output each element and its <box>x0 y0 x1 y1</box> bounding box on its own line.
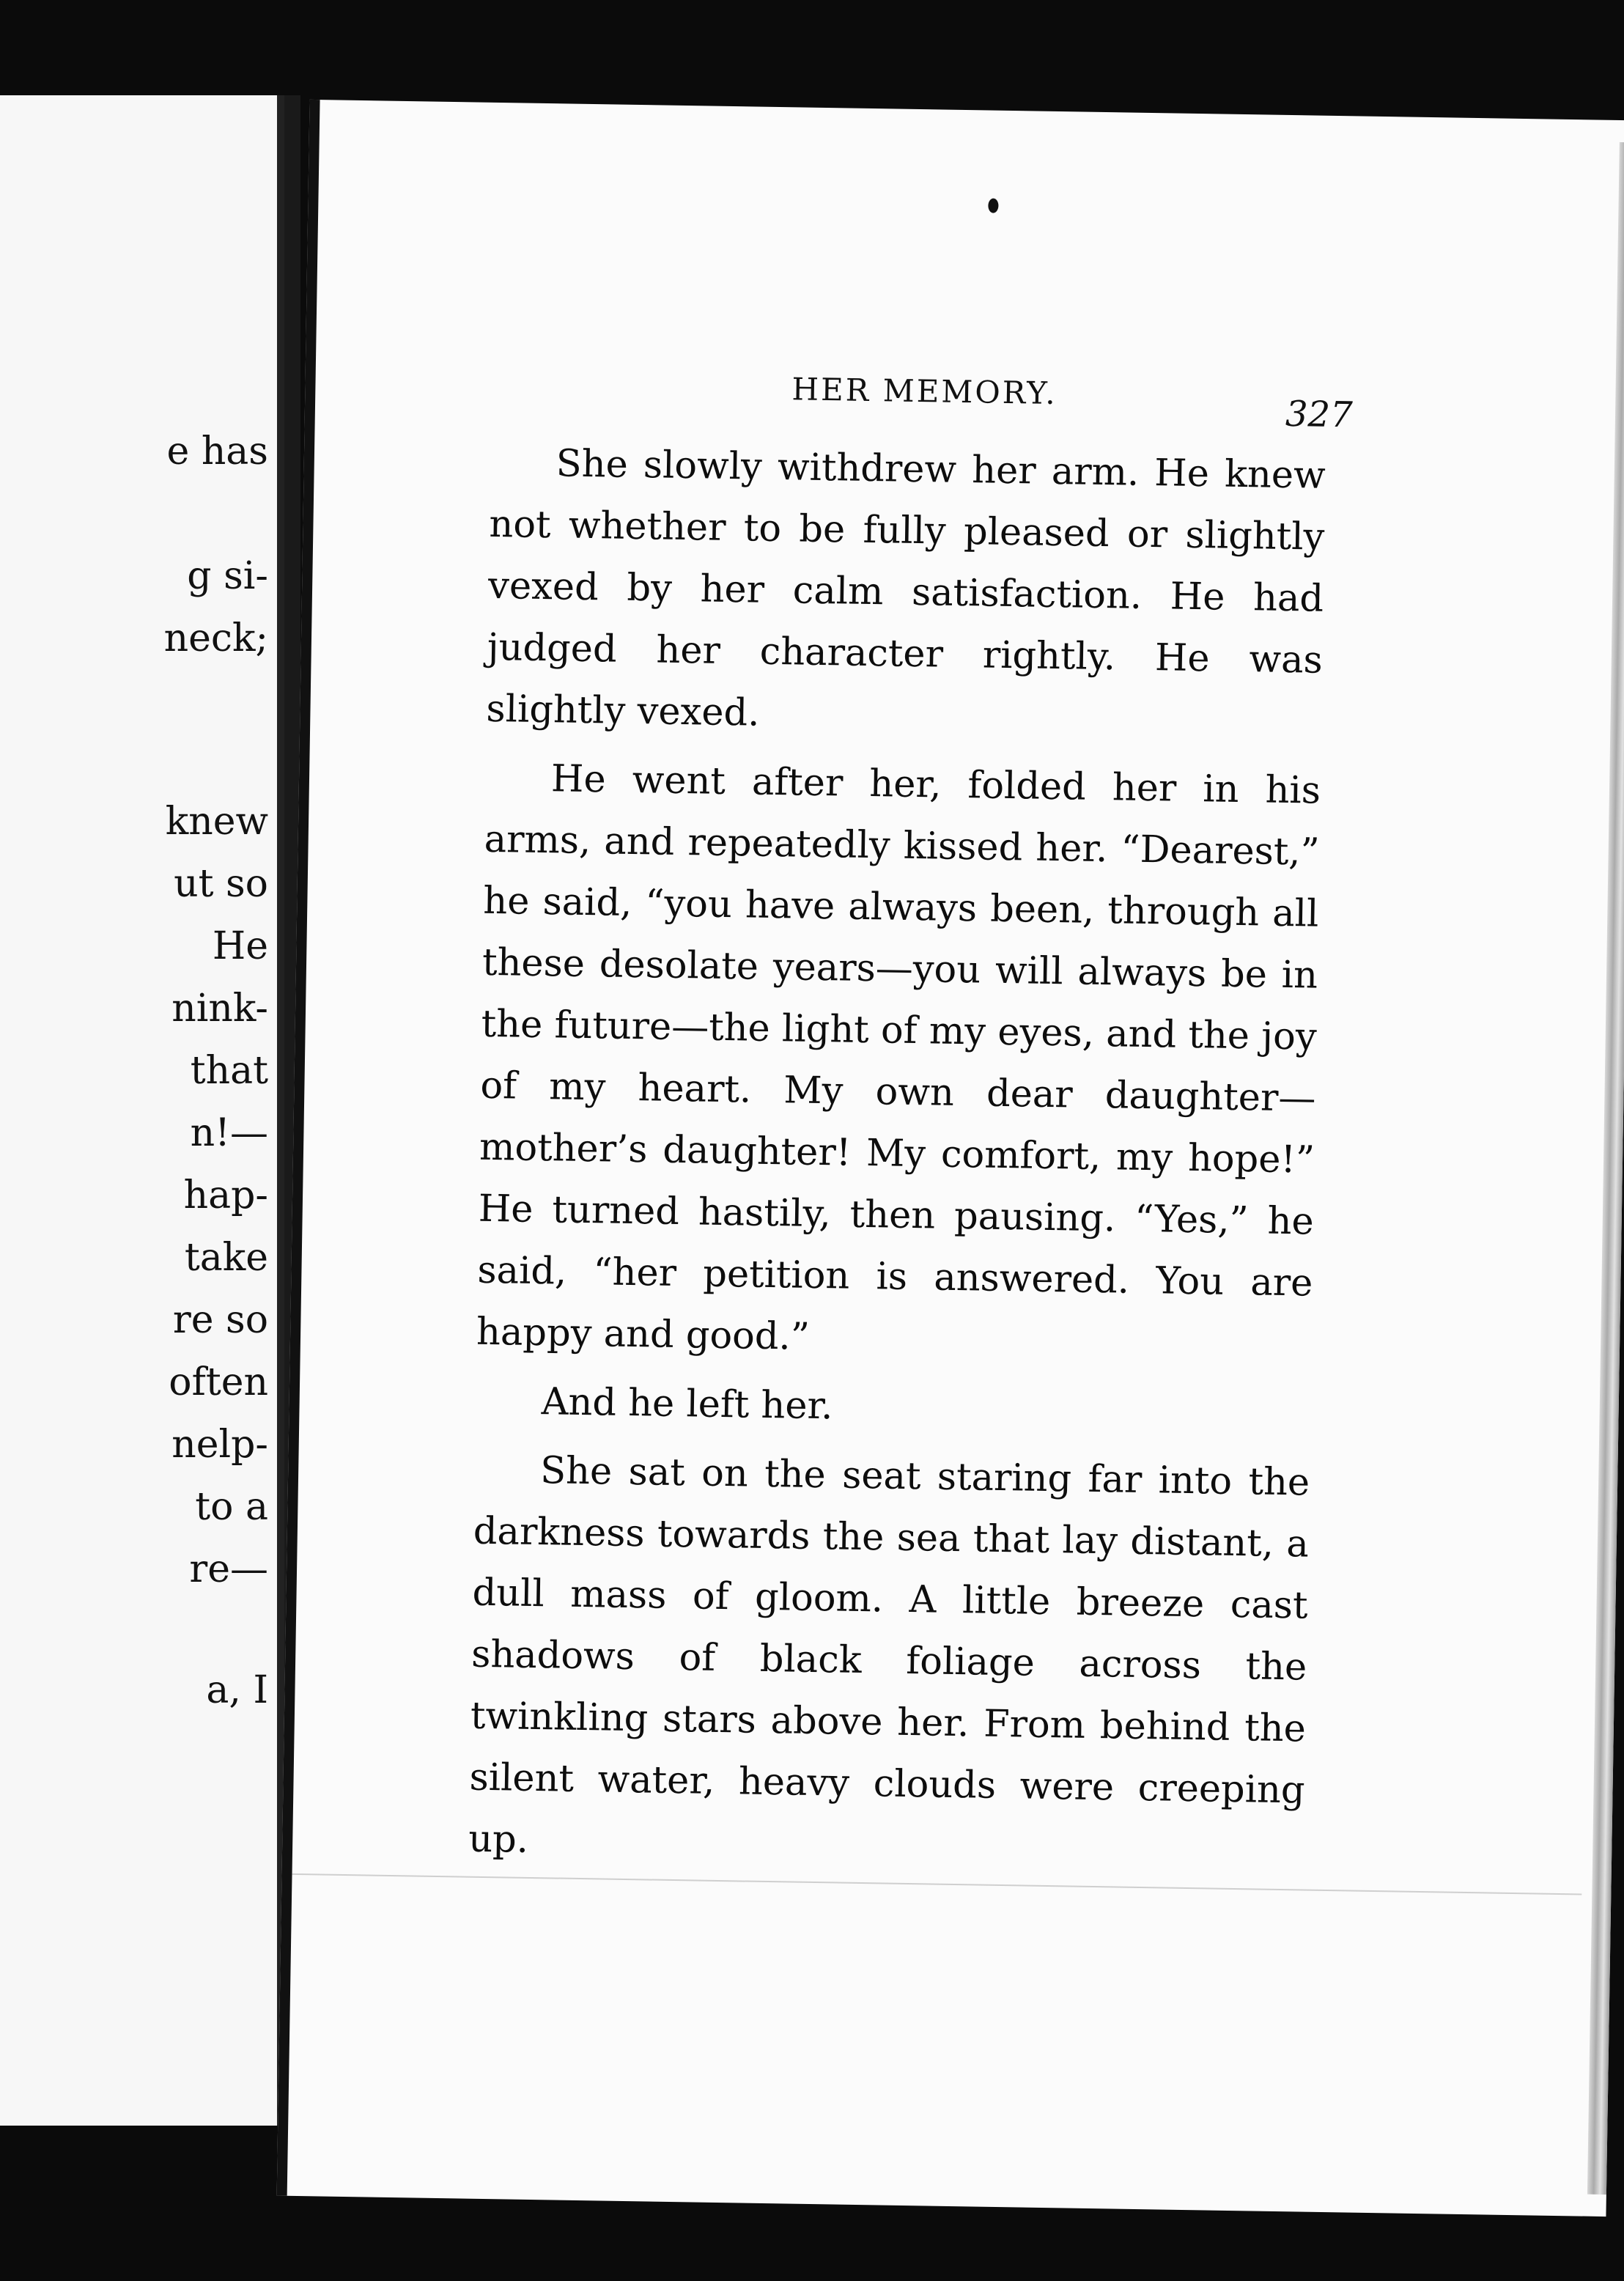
left-line-fragment: He <box>212 924 268 968</box>
left-line-fragment: neck; <box>163 616 268 660</box>
left-line-fragment: nelp- <box>171 1423 268 1467</box>
left-line-fragment: that <box>190 1049 268 1093</box>
left-line-fragment: nink- <box>171 987 268 1031</box>
left-line-fragment: take <box>184 1236 268 1280</box>
left-line-fragment: a, I <box>206 1668 268 1712</box>
left-line-fragment: ut so <box>174 862 268 906</box>
left-line-fragment: g si- <box>187 554 268 598</box>
left-line-fragment: hap- <box>183 1173 268 1217</box>
right-page <box>277 100 1624 2216</box>
paragraph: He went after her, folded her in his arms, and repeatedly kissed her. “Dearest,” he said, “you have always been, through all these desolate years—you will always be in the future—the light of my eyes, and the joy of my heart. My own dear daughter—mother’s daughter! My comfort, my hope!” He turned hastily, then pausing. “Yes,” he said, “her petition is answered. You are happy and good.” <box>476 757 1321 1359</box>
paragraph: And he left her. <box>541 1380 833 1429</box>
running-head: HER MEMORY. <box>791 371 1058 412</box>
left-line-fragment: knew <box>165 800 268 844</box>
left-page <box>0 95 284 2126</box>
body-text <box>468 432 1326 1891</box>
left-line-fragment: often <box>169 1360 268 1404</box>
ink-dot <box>988 198 998 213</box>
left-line-fragment: e has <box>166 430 268 473</box>
paragraph: She slowly withdrew her arm. He knew not whether to be fully pleased or slightly vexed by her calm satisfaction. He had judged her character rightly. He was slightly vexed. <box>486 442 1326 735</box>
page-number: 327 <box>1285 393 1354 436</box>
left-line-fragment: n!— <box>190 1111 268 1155</box>
left-line-fragment: re— <box>189 1547 268 1591</box>
page-edge <box>1587 142 1624 2195</box>
left-line-fragment: re so <box>172 1298 268 1342</box>
paragraph: She sat on the seat staring far into the darkness towards the sea that lay distant, a dull mass of gloom. A little breeze cast shadows of black foliage across the twinkling stars above her. From behind the silent water, heavy clouds were creeping up. <box>468 1449 1310 1862</box>
left-line-fragment: to a <box>195 1485 268 1529</box>
